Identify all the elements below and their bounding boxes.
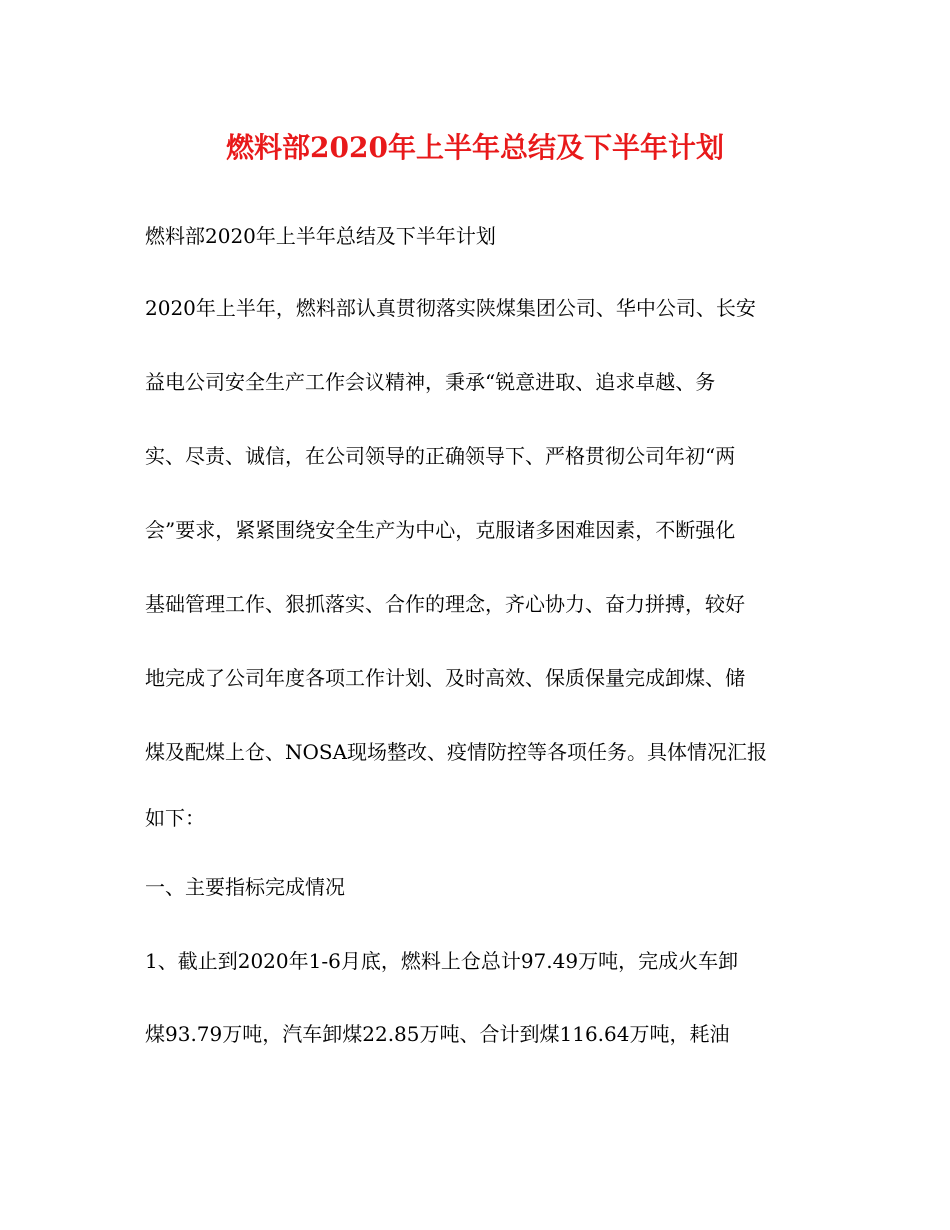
paragraph-line: 益电公司安全生产工作会议精神，秉承“锐意进取、追求卓越、务	[145, 370, 716, 394]
paragraph-line: 如下：	[145, 806, 205, 830]
paragraph-line: 2020年上半年，燃料部认真贯彻落实陕煤集团公司、华中公司、长安	[145, 296, 756, 320]
section-heading: 一、主要指标完成情况	[145, 875, 345, 899]
paragraph-line: 会”要求，紧紧围绕安全生产为中心，克服诸多困难因素，不断强化	[145, 518, 736, 542]
paragraph-line: 1、截止到2020年1-6月底，燃料上仓总计97.49万吨，完成火车卸	[145, 949, 739, 973]
document-title: 燃料部2020年上半年总结及下半年计划	[226, 131, 724, 164]
doc-subtitle-line: 燃料部2020年上半年总结及下半年计划	[145, 224, 496, 248]
paragraph-line: 地完成了公司年度各项工作计划、及时高效、保质保量完成卸煤、储	[145, 666, 745, 690]
paragraph-line: 实、尽责、诚信，在公司领导的正确领导下、严格贯彻公司年初“两	[145, 444, 736, 468]
paragraph-line: 基础管理工作、狠抓落实、合作的理念，齐心协力、奋力拼搏，较好	[145, 592, 745, 616]
paragraph-line: 煤及配煤上仓、NOSA现场整改、疫情防控等各项任务。具体情况汇报	[145, 740, 768, 764]
paragraph-line: 煤93.79万吨，汽车卸煤22.85万吨、合计到煤116.64万吨，耗油	[145, 1022, 730, 1046]
